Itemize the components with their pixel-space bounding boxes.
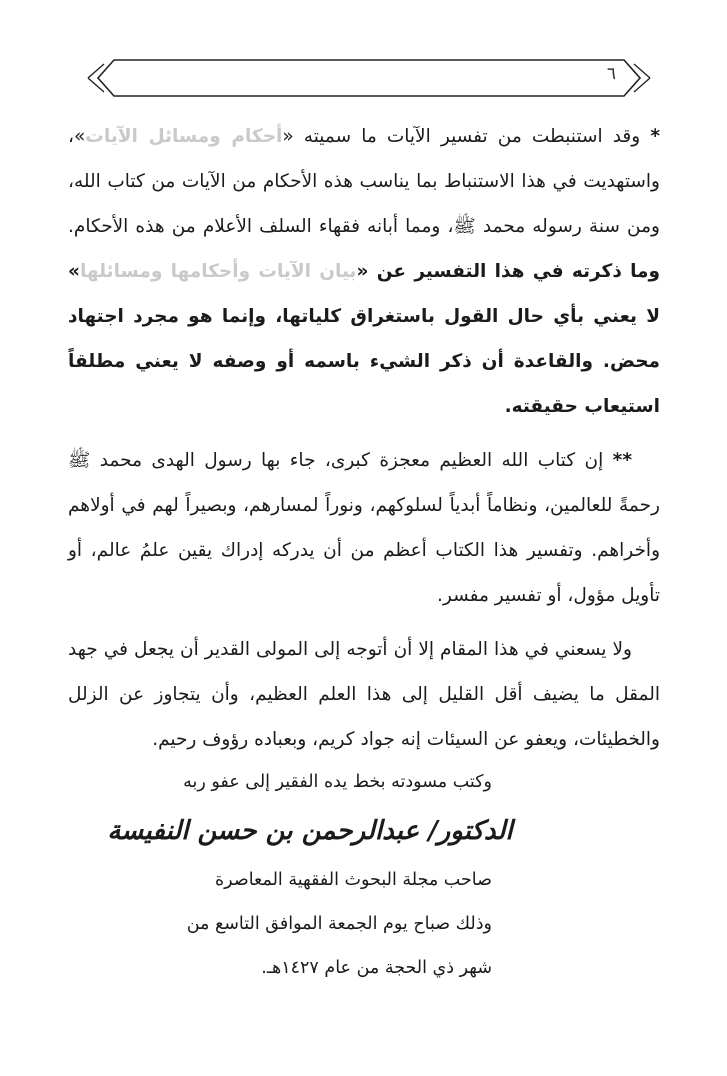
paragraph-miracle-text: إن كتاب الله العظيم معجزة كبرى، جاء بها رسول الهدى محمد ﷺ رحمةً للعالمين، ونظاماً أبدياً لسلوكهم، ونوراً لمسارهم، وبصيراً لهم في أولاهم وأخراهم. وتفسير هذا الكتاب أعظم من أن يدركه إدراك يقين علمُ عالم، أو تأويل مؤول، أو تفسير مفسر. — [68, 450, 660, 606]
body-text — [68, 114, 660, 762]
paragraph-derived-rulings — [68, 114, 660, 429]
header-border-ornament — [84, 56, 654, 100]
paragraph-supplication-text: ولا يسعني في هذا المقام إلا أن أتوجه إلى المولى القدير أن يجعل في جهد المقل ما يضيف أقل القليل إلى هذا العلم العظيم، وأن يتجاوز عن الزلل والخطيئات، ويعفو عن السيئات إنه جواد كريم، وبعباده رؤوف رحيم. — [68, 639, 660, 750]
paragraph-miracle — [68, 438, 660, 618]
signature-date-line-2: شهر ذي الحجة من عام ١٤٢٧هـ. — [261, 958, 492, 978]
paragraph-marker-double: ** — [612, 450, 632, 471]
paragraph-supplication — [68, 627, 660, 762]
page-number: ٦ — [606, 64, 616, 84]
paragraph-bold-start: وما ذكرته في هذا التفسير عن « — [356, 261, 660, 282]
book-title-bayan: بيان الآيات وأحكامها ومسائلها — [79, 261, 357, 282]
author-name: الدكتور/ عبدالرحمن بن حسن النفيسة — [107, 816, 513, 846]
paragraph-marker: * — [650, 126, 661, 147]
paragraph-bold-end: » لا يعني بأي حال القول باستغراق كلياتها، وإنما هو مجرد اجتهاد محض. والقاعدة أن ذكر الشيء باسمه أو وصفه لا يعني مطلقاً استيعاب حقيقته. — [68, 261, 660, 417]
paragraph-text-start: وقد استنبطت من تفسير الآيات ما سميته « — [282, 126, 651, 147]
page-header-frame — [84, 56, 654, 100]
paragraph-text-mid: »، واستهديت في هذا الاستنباط بما يناسب هذه الأحكام من الآيات من كتاب الله، ومن سنة رسوله محمد ﷺ، ومما أبانه فقهاء السلف الأعلام من هذه الأحكام. — [68, 126, 660, 237]
signature-intro: وكتب مسودته بخط يده الفقير إلى عفو ربه — [183, 772, 492, 792]
author-signature-block — [100, 760, 520, 990]
book-title-ahkam: أحكام ومسائل الآيات — [85, 126, 283, 147]
signature-date-line-1: وذلك صباح يوم الجمعة الموافق التاسع من — [186, 914, 492, 934]
author-position: صاحب مجلة البحوث الفقهية المعاصرة — [215, 870, 492, 890]
